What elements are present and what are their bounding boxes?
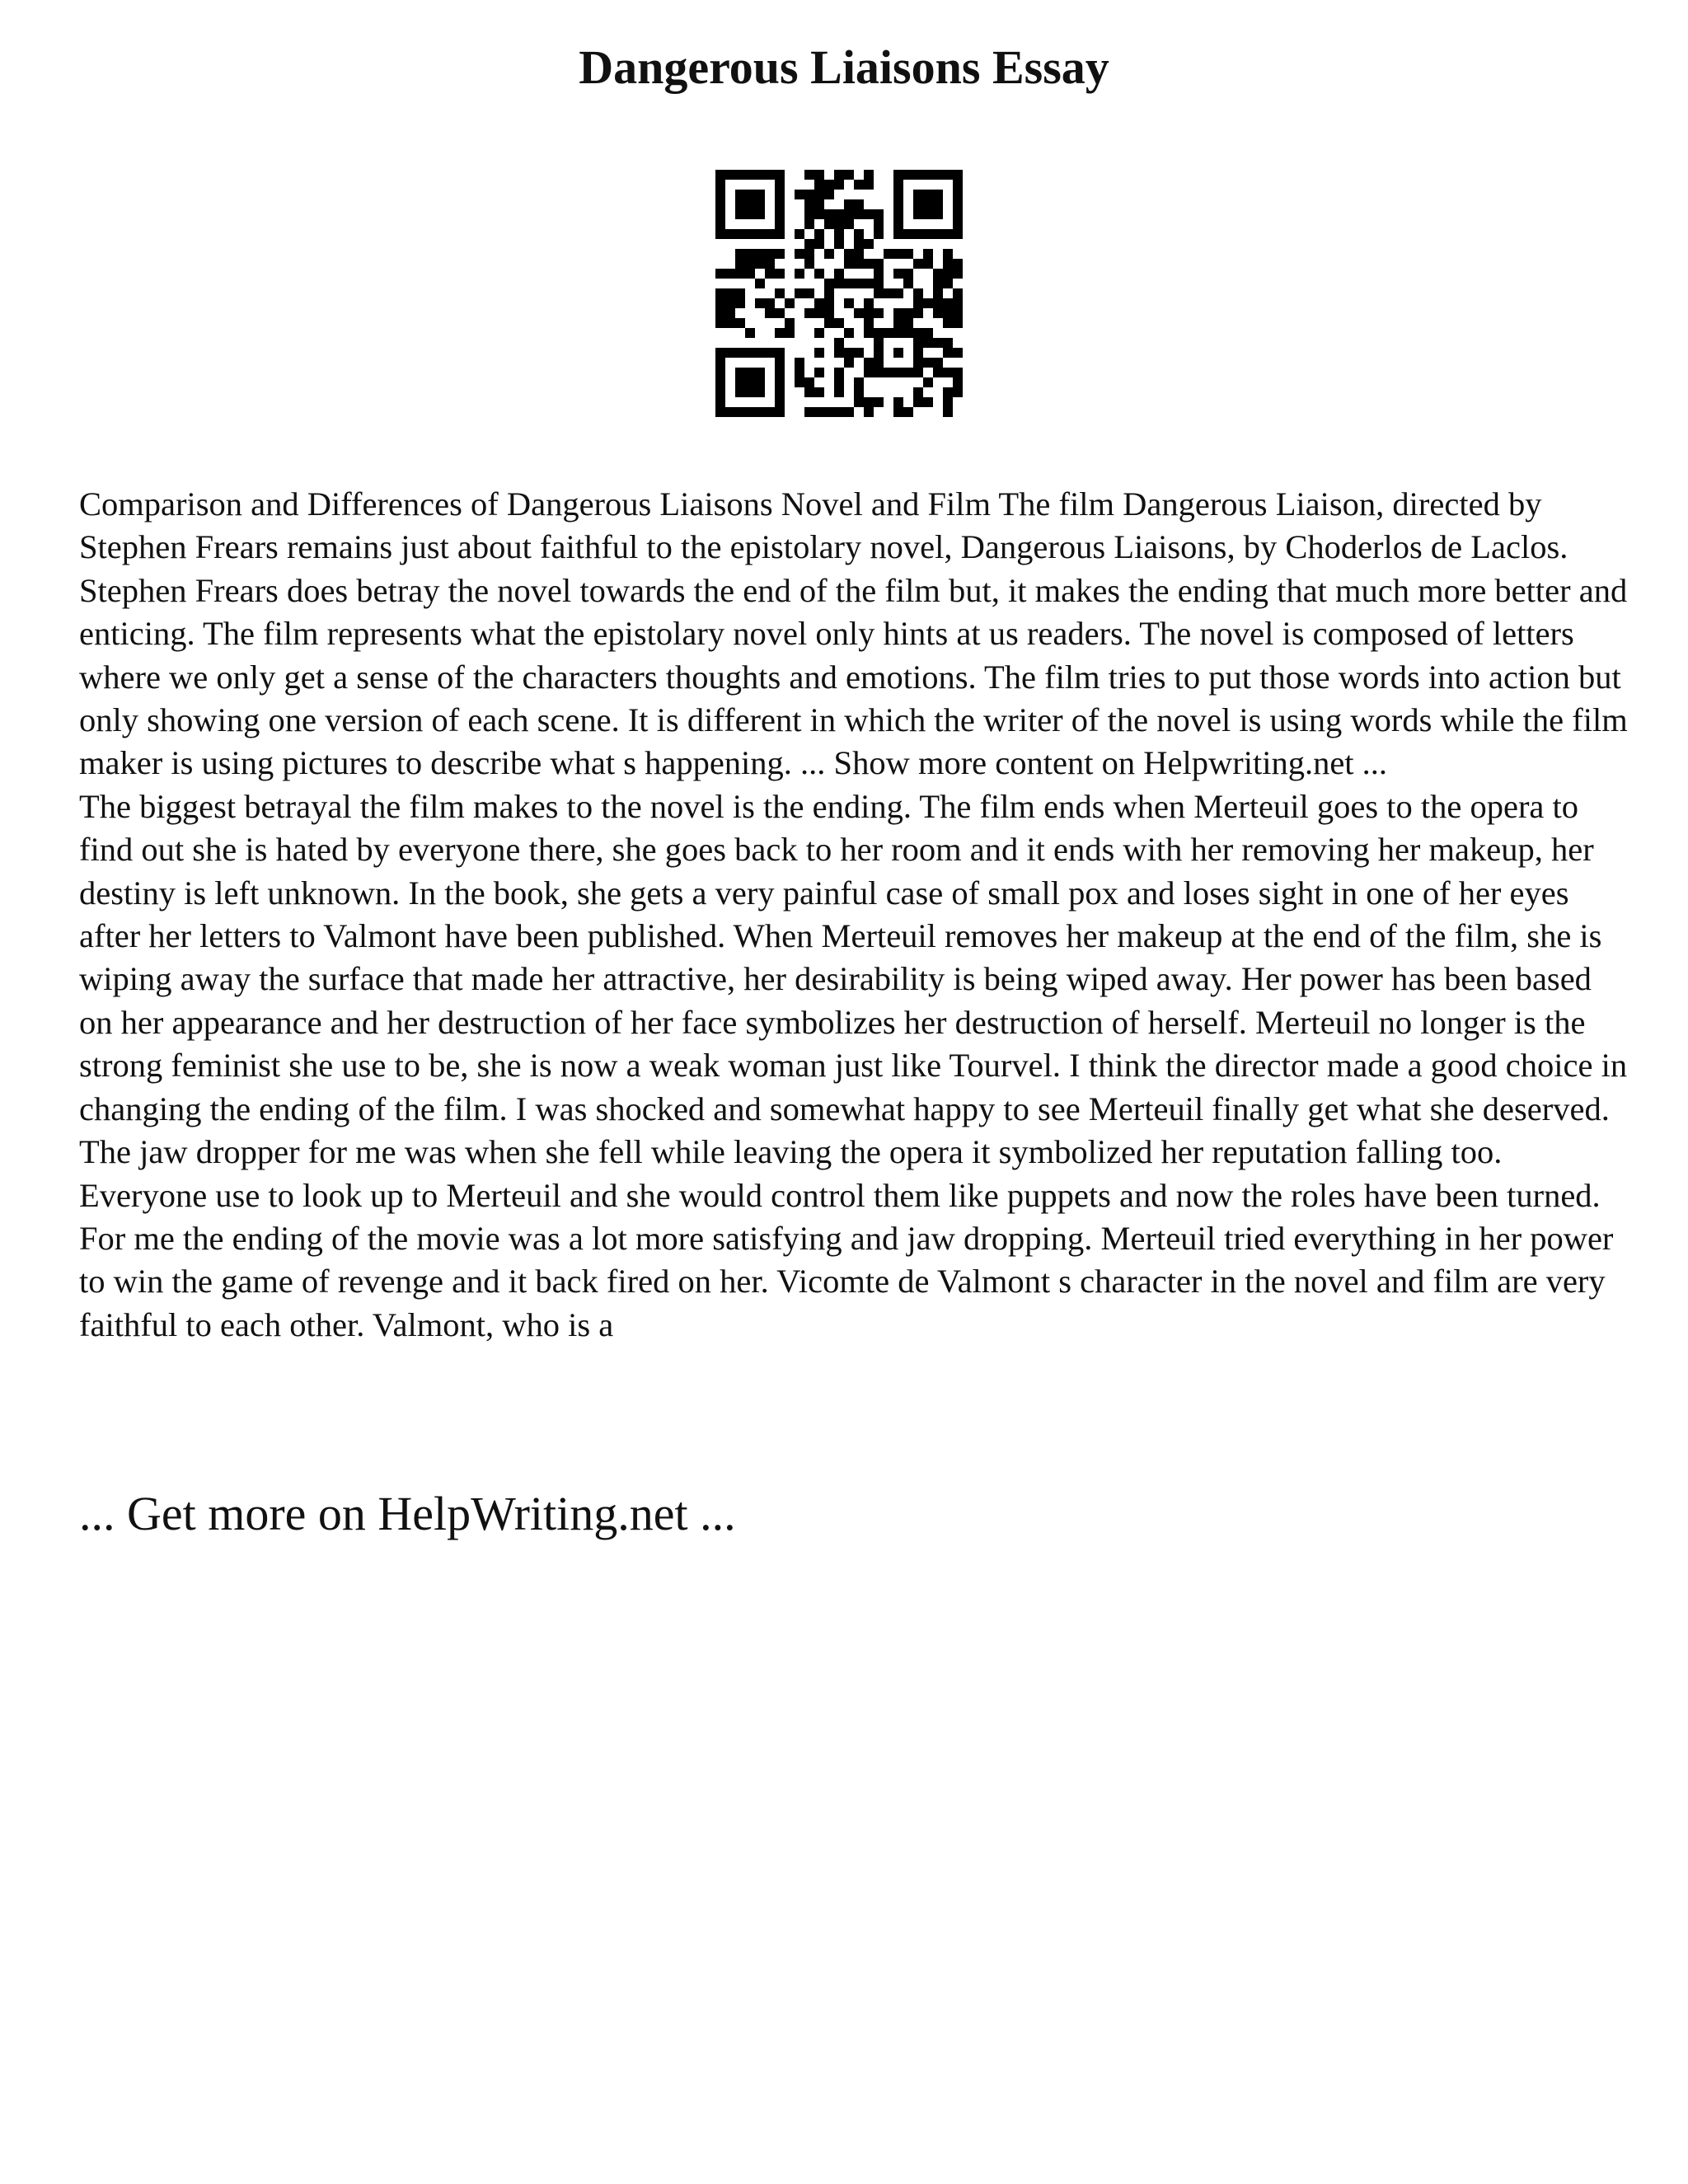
essay-body — [79, 483, 1629, 1347]
qr-code-icon — [715, 170, 963, 417]
essay-paragraph-2: The biggest betrayal the film makes to the novel is the ending. The film ends when Merteuil goes to the opera to find out she is hated by everyone there, she goes back to her room and it ends with her removing her makeup, her destiny is left unknown. In the book, she gets a very painful case of small pox and loses sight in one of her eyes after her letters to Valmont have been published. When Merteuil removes her makeup at the end of the film, she is wiping away the surface that made her attractive, her desirability is being wiped away. Her power has been based on her appearance and her destruction of her face symbolizes her destruction of herself. Merteuil no longer is the strong feminist she use to be, she is now a weak woman just like Tourvel. I think the director made a good choice in changing the ending of the film. I was shocked and somewhat happy to see Merteuil finally get what she deserved. The jaw dropper for me was when she fell while leaving the opera it symbolized her reputation falling too. Everyone use to look up to Merteuil and she would control them like puppets and now the roles have been turned. For me the ending of the movie was a lot more satisfying and jaw dropping. Merteuil tried everything in her power to win the game of revenge and it back fired on her. Vicomte de Valmont s character in the novel and film are very faithful to each other. Valmont, who is a — [79, 787, 1628, 1343]
qr-code-graphic — [715, 170, 963, 417]
essay-paragraph-1: Comparison and Differences of Dangerous Liaisons Novel and Film The film Dangerous Liaison, directed by Stephen Frears remains just about faithful to the epistolary novel, Dangerous Liaisons, by Choderlos de Laclos. Stephen Frears does betray the novel towards the end of the film but, it makes the ending that much more better and enticing. The film represents what the epistolary novel only hints at us readers. The novel is composed of letters where we only get a sense of the characters thoughts and emotions. The film tries to put those words into action but only showing one version of each scene. It is different in which the writer of the novel is using words while the film maker is using pictures to describe what s happening. ... Show more content on Helpwriting.net ... — [79, 485, 1628, 782]
document-title: Dangerous Liaisons Essay — [579, 40, 1109, 94]
get-more-link[interactable]: ... Get more on HelpWriting.net ... — [79, 1487, 736, 1540]
